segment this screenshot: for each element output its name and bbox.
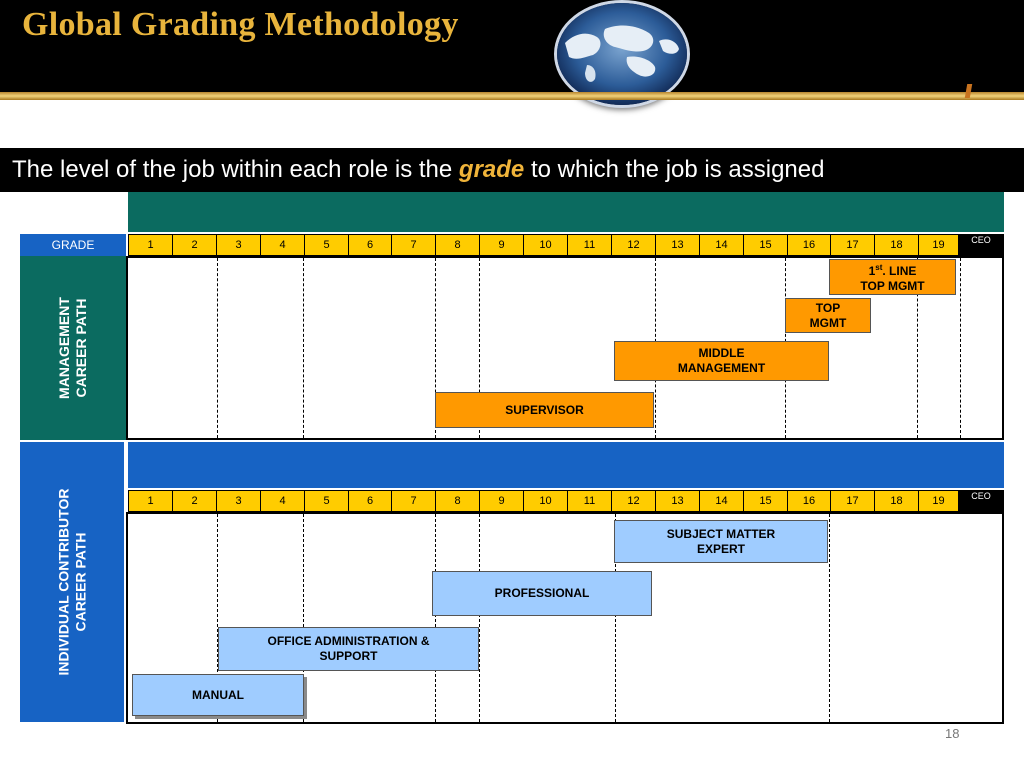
grade-cell-8: 8: [435, 234, 479, 256]
grade-cell-13: 13: [655, 234, 699, 256]
role-supervisor: [435, 392, 654, 428]
grade-cell-13: 13: [655, 490, 699, 512]
contributor-career-path-label: [20, 442, 124, 722]
grade-cell-17: 17: [830, 490, 874, 512]
grade-cell-2: 2: [172, 234, 216, 256]
management-header-band: [128, 192, 1004, 232]
grade-cell-18: 18: [874, 234, 918, 256]
grade-cell-1: 1: [128, 234, 172, 256]
role-professional: [432, 571, 652, 616]
role-top-mgmt-text-b: MGMT: [809, 315, 847, 330]
grade-divider-line: [829, 514, 830, 722]
grade-cell-19: 19: [918, 490, 959, 512]
grade-divider-line: [217, 258, 218, 438]
role-sme-text-a: SUBJECT MATTER: [666, 526, 776, 541]
grade-cell-4: 4: [260, 234, 304, 256]
grade-cell-12: 12: [611, 234, 655, 256]
grade-cell-6: 6: [348, 490, 391, 512]
role-middle-mgmt-text-a: MIDDLE: [698, 346, 745, 360]
role-first-line-sup: st: [875, 263, 883, 272]
contributor-ceo-cell: CEO: [958, 490, 1004, 512]
grade-cell-15: 15: [743, 490, 787, 512]
role-first-line-text-b: . LINE: [882, 264, 917, 278]
grade-cell-7: 7: [391, 234, 435, 256]
grade-divider-line: [960, 258, 961, 438]
role-first-line-text-a: 1: [868, 264, 876, 278]
grade-cell-18: 18: [874, 490, 918, 512]
role-first-line-text-c: TOP MGMT: [860, 279, 925, 293]
role-office-admin-text-b: SUPPORT: [319, 649, 378, 663]
role-supervisor-text: SUPERVISOR: [505, 402, 584, 417]
grade-divider-line: [435, 514, 436, 722]
role-first-line-top-mgmt: [829, 259, 956, 295]
gold-divider: [0, 92, 1024, 100]
grade-cell-17: 17: [830, 234, 874, 256]
role-middle-mgmt-text-b: MANAGEMENT: [677, 361, 766, 375]
contributor-grade-row: [128, 490, 958, 512]
grade-cell-7: 7: [391, 490, 435, 512]
grade-cell-10: 10: [523, 490, 567, 512]
grade-cell-11: 11: [567, 490, 611, 512]
grade-cell-3: 3: [216, 490, 260, 512]
grade-cell-19: 19: [918, 234, 959, 256]
contributor-label-line1: INDIVIDUAL CONTRIBUTOR: [55, 488, 71, 676]
management-label-line1: MANAGEMENT: [55, 297, 72, 399]
subtitle-text-start: The level of the job within each role is the: [12, 156, 459, 183]
grade-cell-4: 4: [260, 490, 304, 512]
grade-cell-16: 16: [787, 234, 830, 256]
role-manual: [132, 674, 304, 716]
grade-cell-1: 1: [128, 490, 172, 512]
grade-cell-3: 3: [216, 234, 260, 256]
page-number: 18: [945, 726, 960, 741]
grade-label: GRADE: [20, 234, 126, 256]
management-ceo-cell: CEO: [958, 234, 1004, 256]
grade-divider-line: [303, 258, 304, 438]
role-subject-matter-expert: [614, 520, 828, 563]
grade-cell-5: 5: [304, 490, 348, 512]
role-office-admin-text-a: OFFICE ADMINISTRATION &: [267, 634, 430, 648]
subtitle: [12, 156, 824, 184]
grade-cell-8: 8: [435, 490, 479, 512]
grade-cell-16: 16: [787, 490, 830, 512]
management-label-line2: CAREER PATH: [72, 298, 89, 398]
contributor-label-line2: CAREER PATH: [72, 532, 88, 632]
management-grade-row: [128, 234, 958, 256]
role-professional-text: PROFESSIONAL: [494, 586, 590, 600]
grade-cell-6: 6: [348, 234, 391, 256]
role-top-mgmt-text-a: TOP: [815, 300, 841, 315]
grade-cell-11: 11: [567, 234, 611, 256]
contributor-header-band: [128, 442, 1004, 488]
subtitle-emphasis: grade: [458, 156, 525, 183]
grade-cell-12: 12: [611, 490, 655, 512]
role-sme-text-b: EXPERT: [696, 541, 745, 556]
management-career-path-label: [20, 256, 126, 440]
grade-cell-9: 9: [479, 234, 523, 256]
grade-cell-9: 9: [479, 490, 523, 512]
role-middle-management: [614, 341, 829, 381]
grade-cell-15: 15: [743, 234, 787, 256]
role-office-administration-support: [218, 627, 479, 671]
grade-cell-14: 14: [699, 234, 743, 256]
page-title: Global Grading Methodology: [22, 6, 459, 43]
role-manual-text: MANUAL: [192, 687, 244, 702]
grade-cell-2: 2: [172, 490, 216, 512]
grade-cell-14: 14: [699, 490, 743, 512]
grade-cell-10: 10: [523, 234, 567, 256]
grade-cell-5: 5: [304, 234, 348, 256]
subtitle-text-end: to which the job is assigned: [524, 156, 825, 183]
role-top-mgmt: [785, 298, 871, 333]
grade-divider-line: [479, 514, 480, 722]
